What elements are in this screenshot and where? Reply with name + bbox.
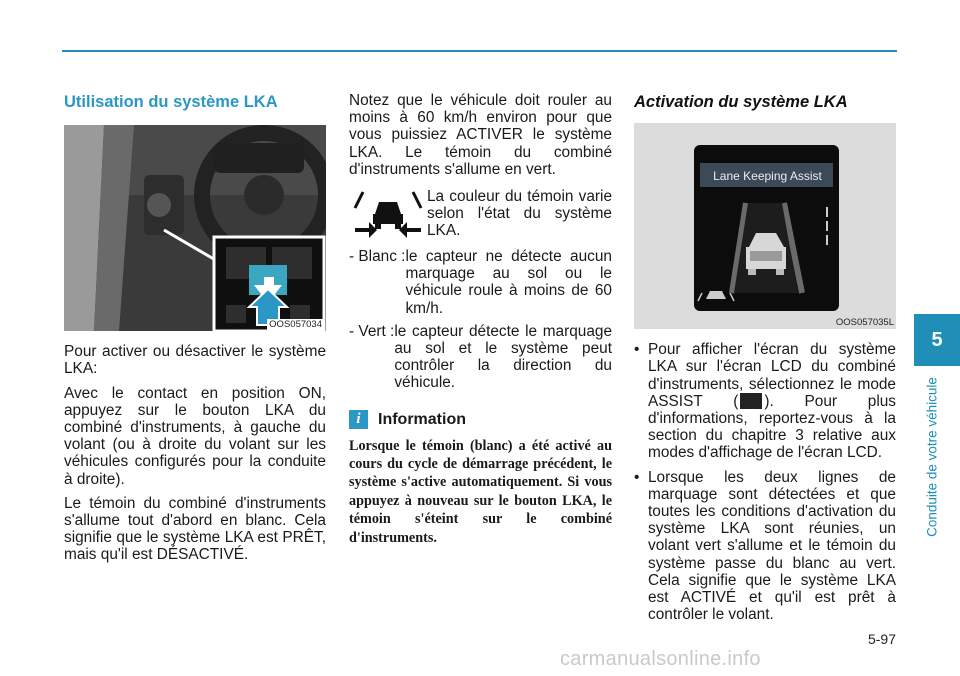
paragraph: Notez que le véhicule doit rouler au moins à 60 km/h environ pour que vous puissiez ACTIVER le système LKA. Le témoin du combiné d'instruments s'allume en vert. [349,92,612,178]
list-item: • Lorsque les deux lignes de marquage sont détectées et que toutes les conditions d'activation du système LKA sont réunies, un volant vert s'allume et le témoin du système passe du blanc au vert. Cela signifie que le système LKA est ACTIVÉ et qu'il est prêt à contrôler le volant. [634,469,896,624]
paragraph: Avec le contact en position ON, appuyez sur le bouton LKA du combiné d'instruments, à gauche du volant (ou à droite du volant sur les véhicules configurés pour la conduite à droite). [64,384,326,488]
assist-mode-icon [740,393,762,409]
lcd-screen-photo [634,123,896,329]
list-item [349,248,612,317]
info-title: Information [378,410,466,428]
lka-indicator-icon [349,188,427,240]
watermark: carmanualsonline.info [560,648,761,670]
column-middle [349,92,612,554]
chapter-title-vertical [922,368,942,546]
dashboard-photo [64,125,326,331]
info-heading [349,410,612,429]
photo-code: OOS057034 [269,319,322,331]
dashboard-illustration [64,125,326,331]
info-text: Lorsque le témoin (blanc) a été activé au cours du cycle de démarrage précédent, le système s'active automatiquement. Si vous appuyez à nouveau sur le bouton LKA, le témoin s'éteint sur le combiné d'instruments. [349,437,612,546]
section-title-usage: Utilisation du système LKA [64,93,278,111]
lcd-lane-keeping-illustration [634,123,896,329]
state-term: - Vert : [349,322,395,340]
lka-indicator-block [349,188,612,240]
state-description: le capteur ne détecte aucun marquage au sol ou le véhicule roule à moins de 60 km/h. [405,248,612,317]
lcd-title: Lane Keeping Assist [713,169,822,184]
paragraph: Le témoin du combiné d'instruments s'allume tout d'abord en blanc. Cela signifie que le système LKA est PRÊT, mais qu'il est DÉSACTIVÉ. [64,494,326,564]
paragraph: Pour activer ou désactiver le système LKA: [64,343,326,378]
header-rule [62,50,897,52]
list-item [634,341,896,461]
chapter-number-tab: 5 [914,314,960,366]
bullet-text: Pour afficher l'écran du système LKA sur l'écran LCD du combiné d'instruments, sélectionnez le mode ASSIST ( [648,341,896,410]
list-item [349,323,612,392]
information-icon: i [349,410,368,429]
section-title-activation: Activation du système LKA [634,93,848,111]
page-number: 5-97 [867,631,896,647]
chapter-title: Conduite de votre véhicule [924,377,940,537]
photo-code: OOS057035L [835,317,894,329]
activation-bullet-list [634,341,896,623]
indicator-text: La couleur du témoin varie selon l'état du système LKA. [427,188,612,240]
state-description: le capteur détecte le marquage au sol et le système peut contrôler la direction du véhicule. [394,322,612,392]
column-right [634,92,896,630]
state-term: - Blanc : [349,248,406,266]
indicator-state-list [349,248,612,392]
column-left [64,92,326,571]
bullet-text: ). Pour plus d'informations, reportez-vous à la section du chapitre 3 relative aux modes d'affichage de l'écran LCD. [648,392,896,462]
